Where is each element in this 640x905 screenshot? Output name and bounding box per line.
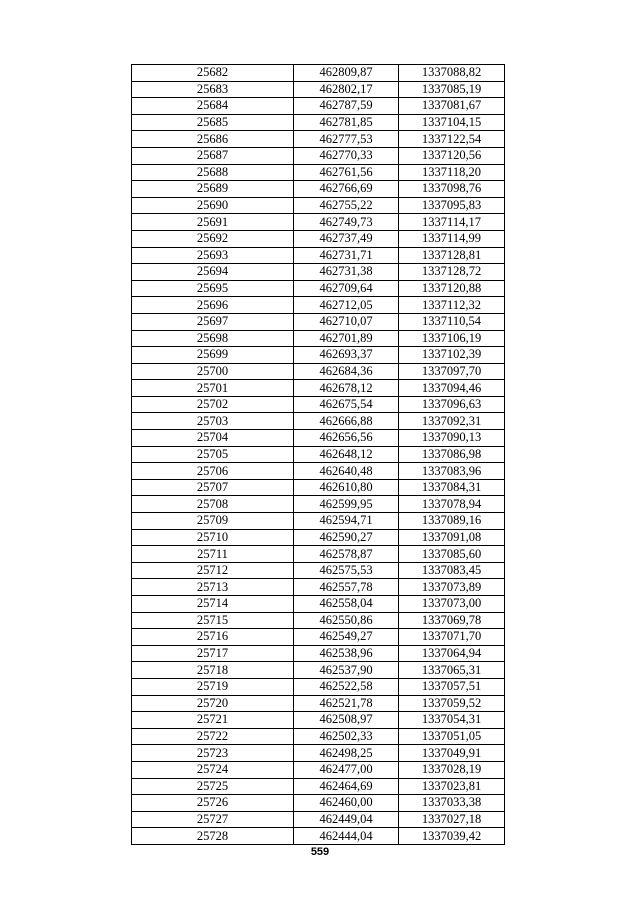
x-coordinate-cell: 462770,33 xyxy=(294,147,399,164)
x-coordinate-cell: 462802,17 xyxy=(294,81,399,98)
y-coordinate-cell: 1337089,16 xyxy=(399,513,505,530)
table-row xyxy=(132,114,505,131)
table-row xyxy=(132,164,505,181)
point-number-cell: 25706 xyxy=(132,463,294,480)
point-number-cell: 25704 xyxy=(132,430,294,447)
x-coordinate-cell: 462477,00 xyxy=(294,761,399,778)
x-coordinate-cell: 462578,87 xyxy=(294,546,399,563)
y-coordinate-cell: 1337081,67 xyxy=(399,98,505,115)
y-coordinate-cell: 1337094,46 xyxy=(399,380,505,397)
x-coordinate-cell: 462737,49 xyxy=(294,230,399,247)
point-number-cell: 25716 xyxy=(132,629,294,646)
point-number-cell: 25709 xyxy=(132,513,294,530)
table-row xyxy=(132,728,505,745)
table-row xyxy=(132,612,505,629)
point-number-cell: 25727 xyxy=(132,811,294,828)
y-coordinate-cell: 1337085,60 xyxy=(399,546,505,563)
table-row xyxy=(132,81,505,98)
table-row xyxy=(132,596,505,613)
point-number-cell: 25701 xyxy=(132,380,294,397)
point-number-cell: 25703 xyxy=(132,413,294,430)
point-number-cell: 25689 xyxy=(132,181,294,198)
table-row xyxy=(132,811,505,828)
table-row xyxy=(132,463,505,480)
y-coordinate-cell: 1337092,31 xyxy=(399,413,505,430)
y-coordinate-cell: 1337128,72 xyxy=(399,264,505,281)
x-coordinate-cell: 462444,04 xyxy=(294,828,399,845)
y-coordinate-cell: 1337054,31 xyxy=(399,712,505,729)
x-coordinate-cell: 462656,56 xyxy=(294,430,399,447)
y-coordinate-cell: 1337071,70 xyxy=(399,629,505,646)
y-coordinate-cell: 1337069,78 xyxy=(399,612,505,629)
x-coordinate-cell: 462648,12 xyxy=(294,446,399,463)
x-coordinate-cell: 462675,54 xyxy=(294,396,399,413)
x-coordinate-cell: 462709,64 xyxy=(294,280,399,297)
y-coordinate-cell: 1337098,76 xyxy=(399,181,505,198)
table-row xyxy=(132,363,505,380)
point-number-cell: 25698 xyxy=(132,330,294,347)
y-coordinate-cell: 1337097,70 xyxy=(399,363,505,380)
x-coordinate-cell: 462781,85 xyxy=(294,114,399,131)
point-number-cell: 25722 xyxy=(132,728,294,745)
y-coordinate-cell: 1337027,18 xyxy=(399,811,505,828)
table-row xyxy=(132,761,505,778)
point-number-cell: 25711 xyxy=(132,546,294,563)
x-coordinate-cell: 462449,04 xyxy=(294,811,399,828)
table-row xyxy=(132,98,505,115)
table-row xyxy=(132,546,505,563)
y-coordinate-cell: 1337110,54 xyxy=(399,313,505,330)
y-coordinate-cell: 1337096,63 xyxy=(399,396,505,413)
y-coordinate-cell: 1337078,94 xyxy=(399,496,505,513)
coordinates-table xyxy=(131,64,505,845)
y-coordinate-cell: 1337120,88 xyxy=(399,280,505,297)
page-number: 559 xyxy=(310,846,330,858)
table-row xyxy=(132,529,505,546)
point-number-cell: 25726 xyxy=(132,795,294,812)
x-coordinate-cell: 462558,04 xyxy=(294,596,399,613)
table-row xyxy=(132,629,505,646)
x-coordinate-cell: 462701,89 xyxy=(294,330,399,347)
table-row xyxy=(132,247,505,264)
y-coordinate-cell: 1337085,19 xyxy=(399,81,505,98)
point-number-cell: 25720 xyxy=(132,695,294,712)
y-coordinate-cell: 1337057,51 xyxy=(399,678,505,695)
point-number-cell: 25718 xyxy=(132,662,294,679)
point-number-cell: 25710 xyxy=(132,529,294,546)
table-row xyxy=(132,197,505,214)
table-row xyxy=(132,147,505,164)
point-number-cell: 25683 xyxy=(132,81,294,98)
point-number-cell: 25686 xyxy=(132,131,294,148)
x-coordinate-cell: 462640,48 xyxy=(294,463,399,480)
table-row xyxy=(132,280,505,297)
y-coordinate-cell: 1337073,00 xyxy=(399,596,505,613)
point-number-cell: 25713 xyxy=(132,579,294,596)
x-coordinate-cell: 462777,53 xyxy=(294,131,399,148)
point-number-cell: 25719 xyxy=(132,678,294,695)
y-coordinate-cell: 1337083,96 xyxy=(399,463,505,480)
coordinates-table-body xyxy=(132,65,505,845)
point-number-cell: 25723 xyxy=(132,745,294,762)
table-row xyxy=(132,264,505,281)
point-number-cell: 25693 xyxy=(132,247,294,264)
table-row xyxy=(132,695,505,712)
x-coordinate-cell: 462731,38 xyxy=(294,264,399,281)
point-number-cell: 25692 xyxy=(132,230,294,247)
table-row xyxy=(132,828,505,845)
point-number-cell: 25694 xyxy=(132,264,294,281)
table-row xyxy=(132,380,505,397)
point-number-cell: 25691 xyxy=(132,214,294,231)
point-number-cell: 25684 xyxy=(132,98,294,115)
y-coordinate-cell: 1337112,32 xyxy=(399,297,505,314)
x-coordinate-cell: 462766,69 xyxy=(294,181,399,198)
table-row xyxy=(132,479,505,496)
y-coordinate-cell: 1337073,89 xyxy=(399,579,505,596)
point-number-cell: 25688 xyxy=(132,164,294,181)
y-coordinate-cell: 1337102,39 xyxy=(399,347,505,364)
x-coordinate-cell: 462464,69 xyxy=(294,778,399,795)
y-coordinate-cell: 1337128,81 xyxy=(399,247,505,264)
point-number-cell: 25682 xyxy=(132,65,294,82)
table-row xyxy=(132,513,505,530)
y-coordinate-cell: 1337120,56 xyxy=(399,147,505,164)
y-coordinate-cell: 1337051,05 xyxy=(399,728,505,745)
y-coordinate-cell: 1337118,20 xyxy=(399,164,505,181)
table-row xyxy=(132,396,505,413)
x-coordinate-cell: 462599,95 xyxy=(294,496,399,513)
table-row xyxy=(132,230,505,247)
table-row xyxy=(132,446,505,463)
y-coordinate-cell: 1337114,99 xyxy=(399,230,505,247)
y-coordinate-cell: 1337065,31 xyxy=(399,662,505,679)
x-coordinate-cell: 462712,05 xyxy=(294,297,399,314)
table-row xyxy=(132,413,505,430)
table-row xyxy=(132,745,505,762)
x-coordinate-cell: 462522,58 xyxy=(294,678,399,695)
x-coordinate-cell: 462575,53 xyxy=(294,562,399,579)
x-coordinate-cell: 462610,80 xyxy=(294,479,399,496)
point-number-cell: 25700 xyxy=(132,363,294,380)
table-row xyxy=(132,645,505,662)
x-coordinate-cell: 462710,07 xyxy=(294,313,399,330)
table-row xyxy=(132,778,505,795)
x-coordinate-cell: 462761,56 xyxy=(294,164,399,181)
point-number-cell: 25702 xyxy=(132,396,294,413)
table-row xyxy=(132,181,505,198)
table-row xyxy=(132,678,505,695)
x-coordinate-cell: 462787,59 xyxy=(294,98,399,115)
x-coordinate-cell: 462502,33 xyxy=(294,728,399,745)
y-coordinate-cell: 1337084,31 xyxy=(399,479,505,496)
x-coordinate-cell: 462809,87 xyxy=(294,65,399,82)
x-coordinate-cell: 462749,73 xyxy=(294,214,399,231)
y-coordinate-cell: 1337095,83 xyxy=(399,197,505,214)
x-coordinate-cell: 462521,78 xyxy=(294,695,399,712)
y-coordinate-cell: 1337059,52 xyxy=(399,695,505,712)
y-coordinate-cell: 1337088,82 xyxy=(399,65,505,82)
point-number-cell: 25685 xyxy=(132,114,294,131)
x-coordinate-cell: 462508,97 xyxy=(294,712,399,729)
point-number-cell: 25728 xyxy=(132,828,294,845)
point-number-cell: 25715 xyxy=(132,612,294,629)
table-row xyxy=(132,795,505,812)
x-coordinate-cell: 462684,36 xyxy=(294,363,399,380)
point-number-cell: 25707 xyxy=(132,479,294,496)
y-coordinate-cell: 1337104,15 xyxy=(399,114,505,131)
point-number-cell: 25714 xyxy=(132,596,294,613)
point-number-cell: 25708 xyxy=(132,496,294,513)
y-coordinate-cell: 1337090,13 xyxy=(399,430,505,447)
table-row xyxy=(132,65,505,82)
y-coordinate-cell: 1337106,19 xyxy=(399,330,505,347)
point-number-cell: 25725 xyxy=(132,778,294,795)
x-coordinate-cell: 462755,22 xyxy=(294,197,399,214)
y-coordinate-cell: 1337114,17 xyxy=(399,214,505,231)
y-coordinate-cell: 1337122,54 xyxy=(399,131,505,148)
y-coordinate-cell: 1337091,08 xyxy=(399,529,505,546)
x-coordinate-cell: 462549,27 xyxy=(294,629,399,646)
x-coordinate-cell: 462590,27 xyxy=(294,529,399,546)
x-coordinate-cell: 462550,86 xyxy=(294,612,399,629)
table-row xyxy=(132,131,505,148)
x-coordinate-cell: 462678,12 xyxy=(294,380,399,397)
point-number-cell: 25717 xyxy=(132,645,294,662)
y-coordinate-cell: 1337028,19 xyxy=(399,761,505,778)
point-number-cell: 25724 xyxy=(132,761,294,778)
y-coordinate-cell: 1337033,38 xyxy=(399,795,505,812)
point-number-cell: 25695 xyxy=(132,280,294,297)
point-number-cell: 25721 xyxy=(132,712,294,729)
point-number-cell: 25705 xyxy=(132,446,294,463)
point-number-cell: 25687 xyxy=(132,147,294,164)
point-number-cell: 25699 xyxy=(132,347,294,364)
x-coordinate-cell: 462557,78 xyxy=(294,579,399,596)
y-coordinate-cell: 1337064,94 xyxy=(399,645,505,662)
y-coordinate-cell: 1337083,45 xyxy=(399,562,505,579)
x-coordinate-cell: 462594,71 xyxy=(294,513,399,530)
point-number-cell: 25696 xyxy=(132,297,294,314)
table-row xyxy=(132,562,505,579)
x-coordinate-cell: 462693,37 xyxy=(294,347,399,364)
table-row xyxy=(132,330,505,347)
x-coordinate-cell: 462666,88 xyxy=(294,413,399,430)
table-row xyxy=(132,214,505,231)
x-coordinate-cell: 462538,96 xyxy=(294,645,399,662)
x-coordinate-cell: 462537,90 xyxy=(294,662,399,679)
point-number-cell: 25697 xyxy=(132,313,294,330)
y-coordinate-cell: 1337086,98 xyxy=(399,446,505,463)
table-row xyxy=(132,313,505,330)
point-number-cell: 25712 xyxy=(132,562,294,579)
y-coordinate-cell: 1337023,81 xyxy=(399,778,505,795)
x-coordinate-cell: 462498,25 xyxy=(294,745,399,762)
y-coordinate-cell: 1337039,42 xyxy=(399,828,505,845)
y-coordinate-cell: 1337049,91 xyxy=(399,745,505,762)
x-coordinate-cell: 462460,00 xyxy=(294,795,399,812)
table-row xyxy=(132,347,505,364)
table-row xyxy=(132,496,505,513)
table-row xyxy=(132,662,505,679)
point-number-cell: 25690 xyxy=(132,197,294,214)
table-row xyxy=(132,579,505,596)
table-row xyxy=(132,430,505,447)
table-row xyxy=(132,297,505,314)
x-coordinate-cell: 462731,71 xyxy=(294,247,399,264)
table-row xyxy=(132,712,505,729)
